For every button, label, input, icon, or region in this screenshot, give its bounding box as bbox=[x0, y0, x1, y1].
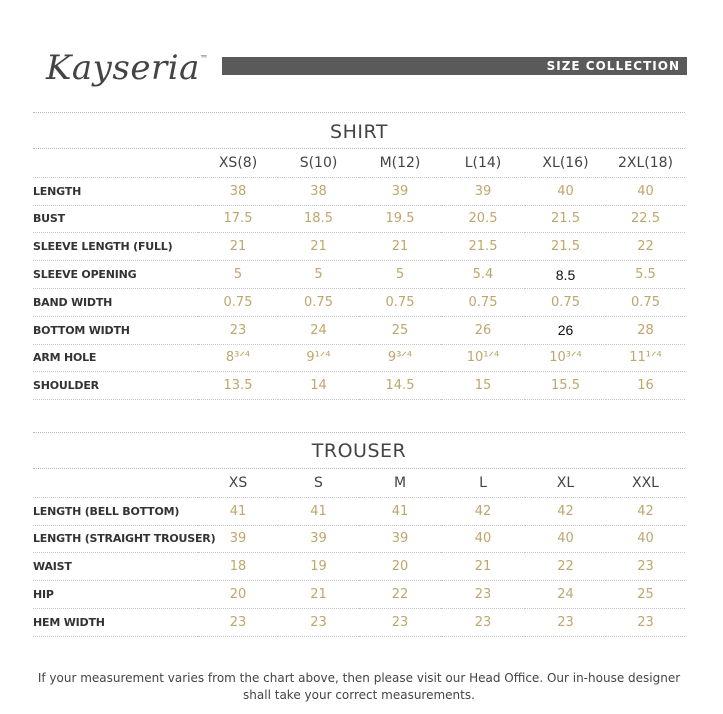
row-label: BUST bbox=[33, 205, 198, 233]
table-cell: 25 bbox=[606, 581, 685, 609]
banner-label: SIZE COLLECTION bbox=[546, 59, 680, 73]
table-cell: 41 bbox=[198, 497, 278, 525]
table-cell: 39 bbox=[359, 177, 441, 205]
row-label: BAND WIDTH bbox=[33, 288, 198, 316]
table-cell: 23 bbox=[198, 316, 278, 344]
table-cell: 40 bbox=[441, 525, 525, 553]
table-cell: 38 bbox=[198, 177, 278, 205]
table-cell: 23 bbox=[198, 608, 278, 636]
table-cell: 21 bbox=[441, 553, 525, 581]
table-cell: 19 bbox=[278, 553, 359, 581]
table-cell: 18.5 bbox=[278, 205, 359, 233]
table-row bbox=[33, 372, 685, 400]
table-cell: 39 bbox=[278, 525, 359, 553]
table-cell: 40 bbox=[606, 525, 685, 553]
footer-note bbox=[33, 670, 685, 704]
table-cell: 28 bbox=[606, 316, 685, 344]
table-cell: 23 bbox=[278, 608, 359, 636]
table-cell: 21 bbox=[278, 233, 359, 261]
header-cell: L bbox=[479, 475, 487, 492]
table-cell: 39 bbox=[359, 525, 441, 553]
table-cell: 5.4 bbox=[441, 261, 525, 289]
table-cell: 19.5 bbox=[359, 205, 441, 233]
brand-logo bbox=[46, 48, 208, 88]
header-cell: XS(8) bbox=[218, 155, 258, 172]
size-collection-banner bbox=[222, 57, 687, 75]
header-cell: S bbox=[314, 475, 323, 492]
table-cell: 0.75 bbox=[441, 288, 525, 316]
table-cell: 10¹ᐟ⁴ bbox=[441, 344, 525, 372]
table-cell: 9³ᐟ⁴ bbox=[359, 344, 441, 372]
row-label: LENGTH (STRAIGHT TROUSER) bbox=[33, 525, 198, 553]
table-cell: 26 bbox=[441, 316, 525, 344]
table-cell: 23 bbox=[441, 581, 525, 609]
table-row bbox=[33, 205, 685, 233]
table-row bbox=[33, 316, 685, 344]
table-header-row bbox=[33, 470, 685, 497]
row-label: SLEEVE LENGTH (FULL) bbox=[33, 233, 198, 261]
footer-line: If your measurement varies from the chart above, then please visit our Head Office. Our in-house designer bbox=[37, 671, 681, 685]
table-cell: 8.5 bbox=[525, 261, 606, 289]
table-cell: 22 bbox=[606, 233, 685, 261]
table-cell: 23 bbox=[359, 608, 441, 636]
table-cell: 9¹ᐟ⁴ bbox=[278, 344, 359, 372]
table-row bbox=[33, 177, 685, 205]
shirt-section-title: SHIRT bbox=[330, 121, 388, 143]
table-row bbox=[33, 288, 685, 316]
header-cell bbox=[33, 470, 198, 497]
table-cell: 18 bbox=[198, 553, 278, 581]
table-cell: 22 bbox=[359, 581, 441, 609]
table-cell: 8³ᐟ⁴ bbox=[198, 344, 278, 372]
header-cell: 2XL(18) bbox=[617, 155, 674, 172]
table-row bbox=[33, 525, 685, 553]
table-cell: 20 bbox=[198, 581, 278, 609]
table-cell: 0.75 bbox=[359, 288, 441, 316]
divider bbox=[33, 468, 685, 469]
row-label: HIP bbox=[33, 581, 198, 609]
row-label: SHOULDER bbox=[33, 372, 198, 400]
table-cell: 21.5 bbox=[525, 233, 606, 261]
header-cell: XL bbox=[556, 475, 575, 492]
table-cell: 26 bbox=[525, 316, 606, 344]
table-cell: 21.5 bbox=[525, 205, 606, 233]
table-cell: 20 bbox=[359, 553, 441, 581]
header-cell: S(10) bbox=[299, 155, 338, 172]
table-cell: 11¹ᐟ⁴ bbox=[606, 344, 685, 372]
table-cell: 24 bbox=[525, 581, 606, 609]
header-cell: L(14) bbox=[464, 155, 502, 172]
table-cell: 17.5 bbox=[198, 205, 278, 233]
row-label: HEM WIDTH bbox=[33, 608, 198, 636]
table-cell: 41 bbox=[359, 497, 441, 525]
table-row bbox=[33, 581, 685, 609]
table-cell: 22.5 bbox=[606, 205, 685, 233]
header-cell: XL(16) bbox=[542, 155, 589, 172]
row-label: SLEEVE OPENING bbox=[33, 261, 198, 289]
table-cell: 14 bbox=[278, 372, 359, 400]
shirt-size-table bbox=[33, 150, 685, 400]
table-cell: 23 bbox=[606, 553, 685, 581]
table-cell: 21 bbox=[198, 233, 278, 261]
brand-name: Kayseria bbox=[46, 48, 200, 88]
table-cell: 23 bbox=[606, 608, 685, 636]
table-cell: 0.75 bbox=[198, 288, 278, 316]
table-cell: 15 bbox=[441, 372, 525, 400]
table-row bbox=[33, 553, 685, 581]
table-cell: 21 bbox=[359, 233, 441, 261]
table-row bbox=[33, 233, 685, 261]
table-row bbox=[33, 608, 685, 636]
row-label: LENGTH bbox=[33, 177, 198, 205]
divider bbox=[33, 432, 685, 433]
table-cell: 40 bbox=[525, 177, 606, 205]
table-cell: 5.5 bbox=[606, 261, 685, 289]
table-cell: 21.5 bbox=[441, 233, 525, 261]
header-cell: XXL bbox=[632, 475, 659, 492]
table-cell: 40 bbox=[525, 525, 606, 553]
header-cell: M(12) bbox=[379, 155, 421, 172]
table-cell: 24 bbox=[278, 316, 359, 344]
table-cell: 13.5 bbox=[198, 372, 278, 400]
trouser-size-table bbox=[33, 470, 685, 637]
trouser-section-title: TROUSER bbox=[311, 440, 407, 462]
table-row bbox=[33, 261, 685, 289]
table-cell: 14.5 bbox=[359, 372, 441, 400]
table-cell: 5 bbox=[198, 261, 278, 289]
table-row bbox=[33, 497, 685, 525]
table-cell: 42 bbox=[525, 497, 606, 525]
table-cell: 20.5 bbox=[441, 205, 525, 233]
table-cell: 23 bbox=[525, 608, 606, 636]
table-row bbox=[33, 344, 685, 372]
row-label: LENGTH (BELL BOTTOM) bbox=[33, 497, 198, 525]
divider bbox=[33, 148, 685, 149]
table-cell: 5 bbox=[359, 261, 441, 289]
footer-line: shall take your correct measurements. bbox=[243, 688, 475, 702]
table-cell: 15.5 bbox=[525, 372, 606, 400]
table-cell: 42 bbox=[606, 497, 685, 525]
table-cell: 22 bbox=[525, 553, 606, 581]
header-cell: M bbox=[393, 475, 407, 492]
table-cell: 39 bbox=[441, 177, 525, 205]
table-cell: 5 bbox=[278, 261, 359, 289]
row-label: WAIST bbox=[33, 553, 198, 581]
table-cell: 40 bbox=[606, 177, 685, 205]
row-label: ARM HOLE bbox=[33, 344, 198, 372]
table-cell: 39 bbox=[198, 525, 278, 553]
table-cell: 21 bbox=[278, 581, 359, 609]
table-cell: 41 bbox=[278, 497, 359, 525]
row-label: BOTTOM WIDTH bbox=[33, 316, 198, 344]
table-cell: 16 bbox=[606, 372, 685, 400]
divider bbox=[33, 112, 685, 113]
table-cell: 0.75 bbox=[278, 288, 359, 316]
table-cell: 25 bbox=[359, 316, 441, 344]
table-cell: 0.75 bbox=[525, 288, 606, 316]
trademark-mark: ™ bbox=[199, 54, 209, 63]
table-cell: 42 bbox=[441, 497, 525, 525]
header-cell bbox=[33, 150, 198, 177]
table-cell: 0.75 bbox=[606, 288, 685, 316]
table-cell: 23 bbox=[441, 608, 525, 636]
header-cell: XS bbox=[228, 475, 248, 492]
table-header-row bbox=[33, 150, 685, 177]
table-cell: 10³ᐟ⁴ bbox=[525, 344, 606, 372]
table-cell: 38 bbox=[278, 177, 359, 205]
